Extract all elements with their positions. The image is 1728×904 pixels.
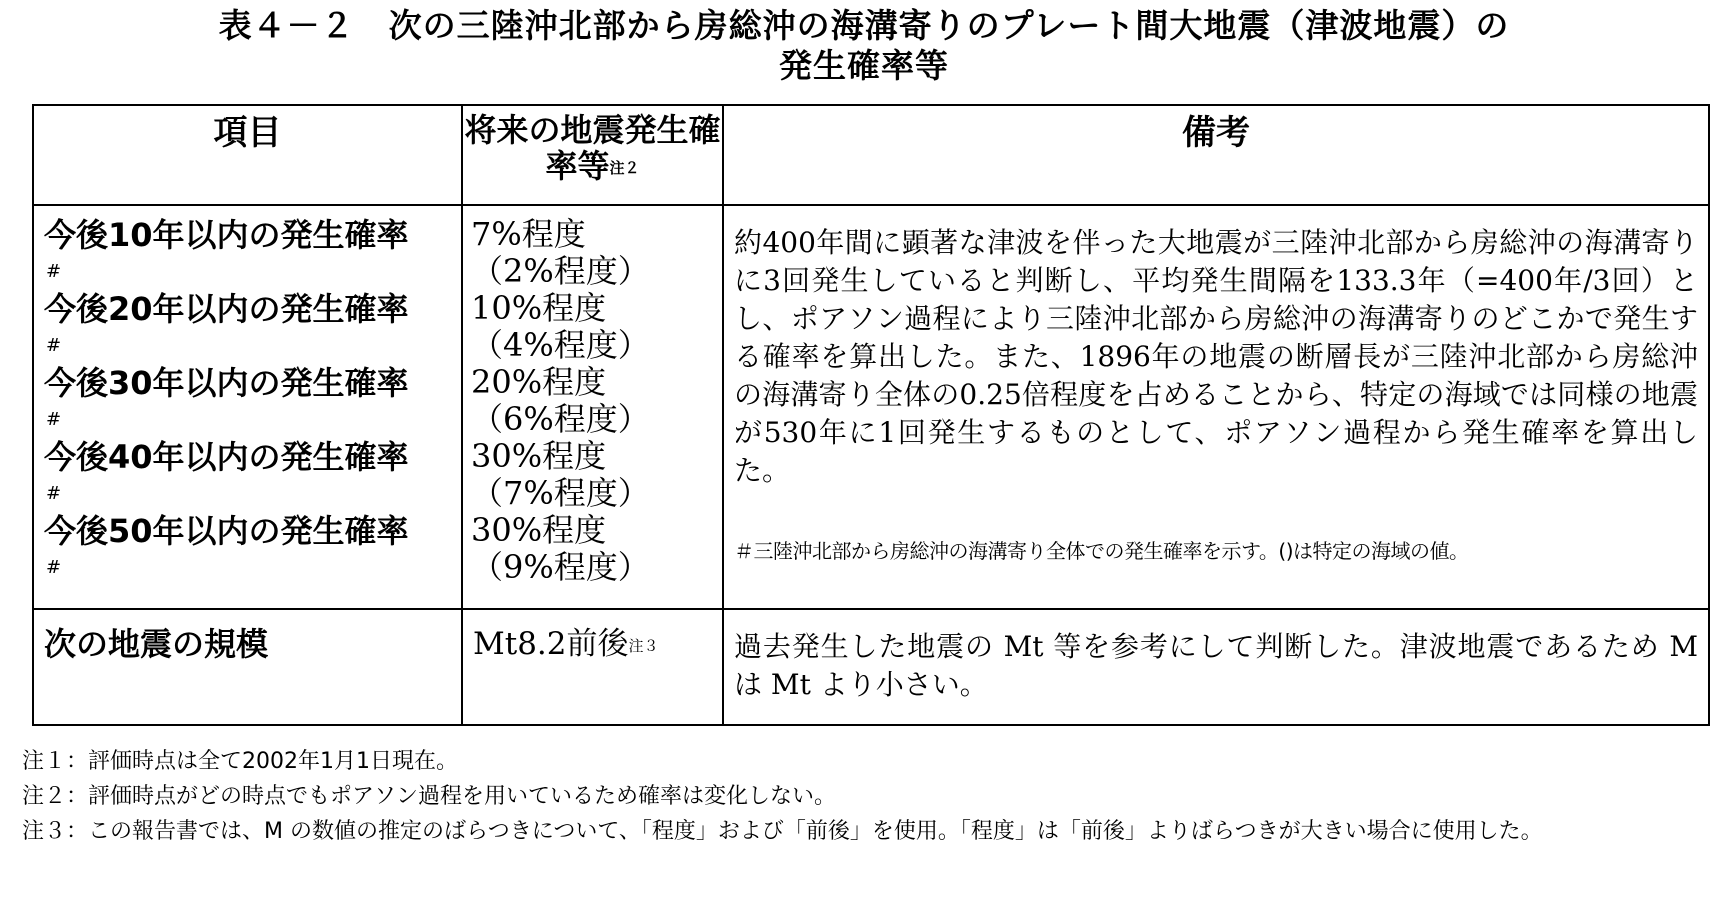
probability-value: 30%程度	[471, 437, 607, 475]
header-item	[33, 105, 462, 205]
table-title-line-1: 表４－２ 次の三陸沖北部から房総沖の海溝寄りのプレート間大地震（津波地震）の	[218, 6, 1510, 45]
period-hash-mark: #	[46, 261, 62, 282]
values-list	[463, 206, 722, 586]
scale-remarks: 過去発生した地震の Mt 等を参考にして判断した。津波地震であるため M は Mt より小さい。	[734, 630, 1698, 701]
scale-value-note: 注３	[628, 637, 659, 655]
probability-value: 30%程度	[471, 511, 607, 549]
scale-label: 次の地震の規模	[44, 625, 269, 663]
periods-cell	[33, 205, 462, 609]
scale-value-cell	[462, 609, 723, 725]
scale-remarks-cell	[723, 609, 1709, 725]
header-probability-label: 将来の地震発生確率等	[464, 111, 721, 185]
period-label: 今後50年以内の発生確率	[44, 512, 409, 550]
remarks-text: 約400年間に顕著な津波を伴った大地震が三陸沖北部から房総沖の海溝寄りに3回発生していると判断し、平均発生間隔を133.3年（=400年/3回）とし、ポアソン過程により三陸沖北部から房総沖の海溝寄りのどこかで発生する確率を算出した。また、1896年の地震の断層長が三陸沖北部から房総沖の海溝寄り全体の0.25倍程度を占めることから、特定の海域では同様の地震が530年に1回発生するものとして、ポアソン過程から発生確率を算出した。	[734, 226, 1698, 487]
period-label: 今後10年以内の発生確率	[44, 216, 409, 254]
period-label: 今後20年以内の発生確率	[44, 290, 409, 328]
period-hash-mark: #	[46, 409, 62, 430]
table-header-row	[33, 105, 1709, 205]
values-cell	[462, 205, 723, 609]
probability-sub-value: （6%程度）	[471, 400, 650, 438]
period-hash-mark: #	[46, 335, 62, 356]
footnote-1: 注１：評価時点は全て2002年1月1日現在。	[22, 749, 458, 774]
period-label: 今後30年以内の発生確率	[44, 364, 409, 402]
scale-label-cell	[33, 609, 462, 725]
probability-sub-value: （2%程度）	[471, 252, 650, 290]
scale-value: Mt8.2前後	[473, 626, 629, 662]
remarks-note: ＃三陸沖北部から房総沖の海溝寄り全体での発生確率を示す。()は特定の海域の値。	[734, 539, 1469, 563]
header-probability	[462, 105, 723, 205]
probability-value: 10%程度	[471, 289, 607, 327]
table-title-line-2: 発生確率等	[779, 46, 949, 85]
footnotes	[22, 744, 1712, 849]
probability-sub-value: （7%程度）	[471, 474, 650, 512]
period-label: 今後40年以内の発生確率	[44, 438, 409, 476]
header-probability-note: 注２	[609, 159, 640, 177]
period-hash-mark: #	[46, 557, 62, 578]
probability-sub-value: （9%程度）	[471, 548, 650, 586]
table-row-probabilities	[33, 205, 1709, 609]
header-remarks-label: 備考	[1182, 113, 1250, 153]
probability-value: 20%程度	[471, 363, 607, 401]
header-remarks	[723, 105, 1709, 205]
remarks-cell	[723, 205, 1709, 609]
header-item-label: 項目	[213, 113, 282, 153]
footnote-2: 注２：評価時点がどの時点でもポアソン過程を用いているため確率は変化しない。	[22, 784, 837, 809]
probability-value: 7%程度	[471, 215, 586, 253]
footnote-3: 注３：この報告書では、M の数値の推定のばらつきについて、「程度」および「前後」を使用。「程度」は「前後」よりばらつきが大きい場合に使用した。	[22, 819, 1543, 844]
table-row-scale	[33, 609, 1709, 725]
periods-list	[34, 206, 461, 586]
period-hash-mark: #	[46, 483, 62, 504]
probability-table	[32, 104, 1710, 726]
probability-sub-value: （4%程度）	[471, 326, 650, 364]
